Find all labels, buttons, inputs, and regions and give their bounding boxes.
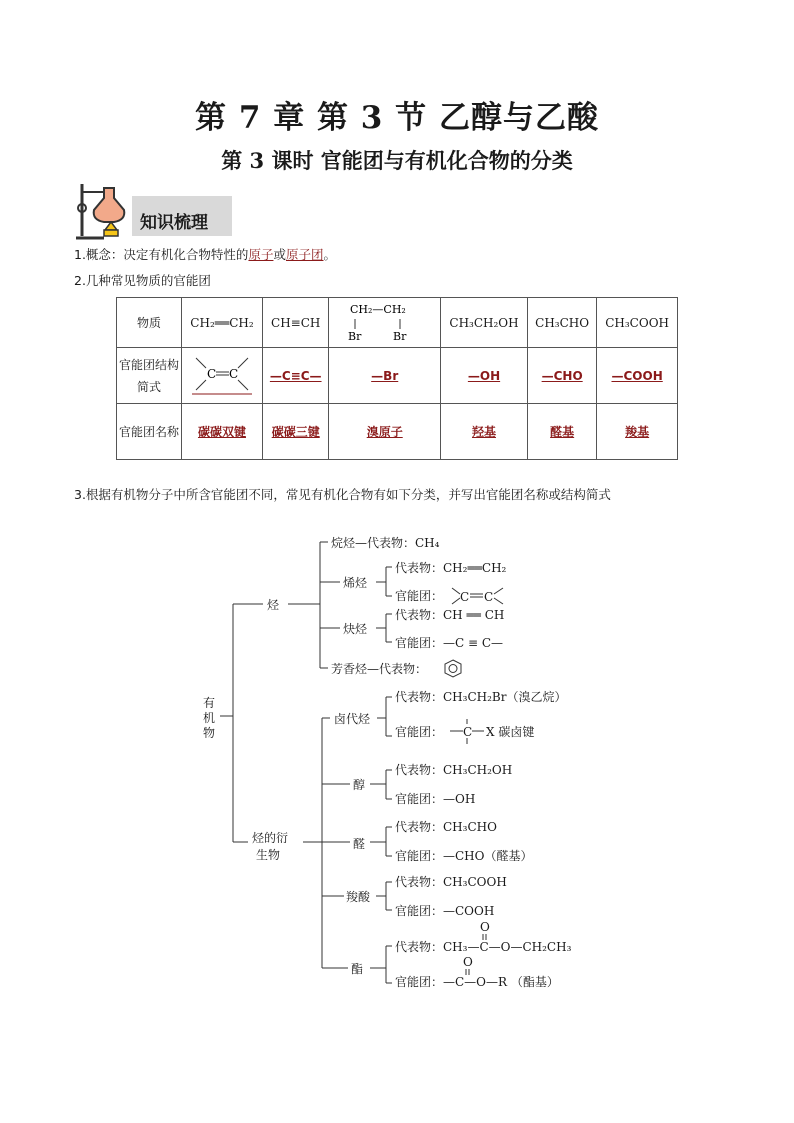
aldehyde-fg: 官能团：—CHO（醛基） xyxy=(395,849,533,863)
page-title: 第 7 章 第 3 节 乙醇与乙酸 xyxy=(195,100,599,136)
table-cell: CH₃CH₂OH xyxy=(440,298,527,348)
bromo-left: Br xyxy=(347,330,362,343)
row-header: 官能团结构简式 xyxy=(117,348,182,404)
carbon-right: C xyxy=(228,367,239,381)
ester-rep-oxygen: O xyxy=(480,920,490,934)
acid-label: 羧酸 xyxy=(346,890,371,904)
alkane-label: 烷烃—代表物：CH₄ xyxy=(331,536,440,550)
halide-fg-label: 官能团： xyxy=(395,725,444,739)
derivative-label: 烃的衍 xyxy=(252,831,289,845)
table-cell: CH≡CH xyxy=(262,298,329,348)
root-char: 物 xyxy=(203,726,216,740)
ester-fg: 官能团：—C—O—R （酯基） xyxy=(395,975,559,989)
alcohol-rep: 代表物：CH₃CH₂OH xyxy=(395,763,513,777)
table-cell: 羟基 xyxy=(440,404,527,460)
alkyne-label: 炔烃 xyxy=(343,622,368,636)
table-cell: 碳碳双键 xyxy=(182,404,263,460)
derivative-label: 生物 xyxy=(256,848,281,862)
concept-or: 或 xyxy=(273,247,286,262)
answer-atom: 原子 xyxy=(248,247,274,262)
table-cell: 醛基 xyxy=(528,404,597,460)
section-3-heading: 3.根据有机物分子中所含官能团不同，常见有机化合物有如下分类，并写出官能团名称或结构简式 xyxy=(74,487,611,502)
table-cell: —OH xyxy=(440,348,527,404)
carbon-label: C xyxy=(460,590,470,604)
carbon-left: C xyxy=(206,367,217,381)
alkyne-fg: 官能团：—C ≡ C— xyxy=(395,636,504,650)
halide-label: 卤代烃 xyxy=(334,712,371,726)
ester-rep: 代表物：CH₃—C—O—CH₂CH₃ xyxy=(395,940,572,954)
aldehyde-rep: 代表物：CH₃CHO xyxy=(395,820,497,834)
aromatic-label: 芳香烃—代表物： xyxy=(331,662,428,676)
halide-rep: 代表物：CH₃CH₂Br（溴乙烷） xyxy=(395,690,567,704)
ester-fg-oxygen: O xyxy=(463,955,473,969)
alcohol-fg: 官能团：—OH xyxy=(395,792,476,806)
table-cell: CH₂══CH₂ xyxy=(182,298,263,348)
answer-atom-group: 原子团 xyxy=(285,247,324,262)
hydrocarbon-label: 烃 xyxy=(267,598,280,612)
acid-fg: 官能团：—COOH xyxy=(395,904,495,918)
root-char: 机 xyxy=(203,711,216,725)
root-char: 有 xyxy=(203,696,216,710)
ester-label: 酯 xyxy=(351,962,364,976)
acid-rep: 代表物：CH₃COOH xyxy=(395,875,507,889)
alkene-label: 烯烃 xyxy=(343,576,368,590)
carbon-label: C xyxy=(463,725,473,739)
table-cell: —COOH xyxy=(597,348,678,404)
row-header: 官能团名称 xyxy=(117,404,182,460)
concept-suffix: 。 xyxy=(323,247,336,262)
table-cell: —Br xyxy=(329,348,440,404)
row-header: 物质 xyxy=(117,298,182,348)
aldehyde-label: 醛 xyxy=(353,837,366,851)
benzene-ring-icon xyxy=(445,660,461,677)
table-cell: CH₃CHO xyxy=(528,298,597,348)
alkene-fg-label: 官能团： xyxy=(395,589,444,603)
halide-fg-tail: X 碳卤键 xyxy=(486,725,535,739)
bromo-right: Br xyxy=(392,330,407,343)
alkyne-rep: 代表物：CH ══ CH xyxy=(395,608,505,622)
alkene-rep: 代表物：CH₂══CH₂ xyxy=(395,561,507,575)
alkene-fg-structure xyxy=(452,588,503,604)
alcohol-label: 醇 xyxy=(353,778,366,792)
table-cell: 溴原子 xyxy=(329,404,440,460)
bromo-top: CH₂—CH₂ xyxy=(349,303,406,316)
section-label: 知识梳理 xyxy=(140,213,208,233)
table-cell: —C≡C— xyxy=(262,348,329,404)
table-cell: 碳碳三键 xyxy=(262,404,329,460)
halide-fg-structure xyxy=(450,719,484,744)
page-subtitle: 第 3 课时 官能团与有机化合物的分类 xyxy=(221,148,573,173)
section-2-heading: 2.几种常见物质的官能团 xyxy=(74,273,211,288)
table-cell: —CHO xyxy=(528,348,597,404)
table-cell: CH₃COOH xyxy=(597,298,678,348)
carbon-label: C xyxy=(484,590,494,604)
concept-prefix: 1.概念：决定有机化合物特性的 xyxy=(74,247,249,262)
table-cell: 羧基 xyxy=(597,404,678,460)
